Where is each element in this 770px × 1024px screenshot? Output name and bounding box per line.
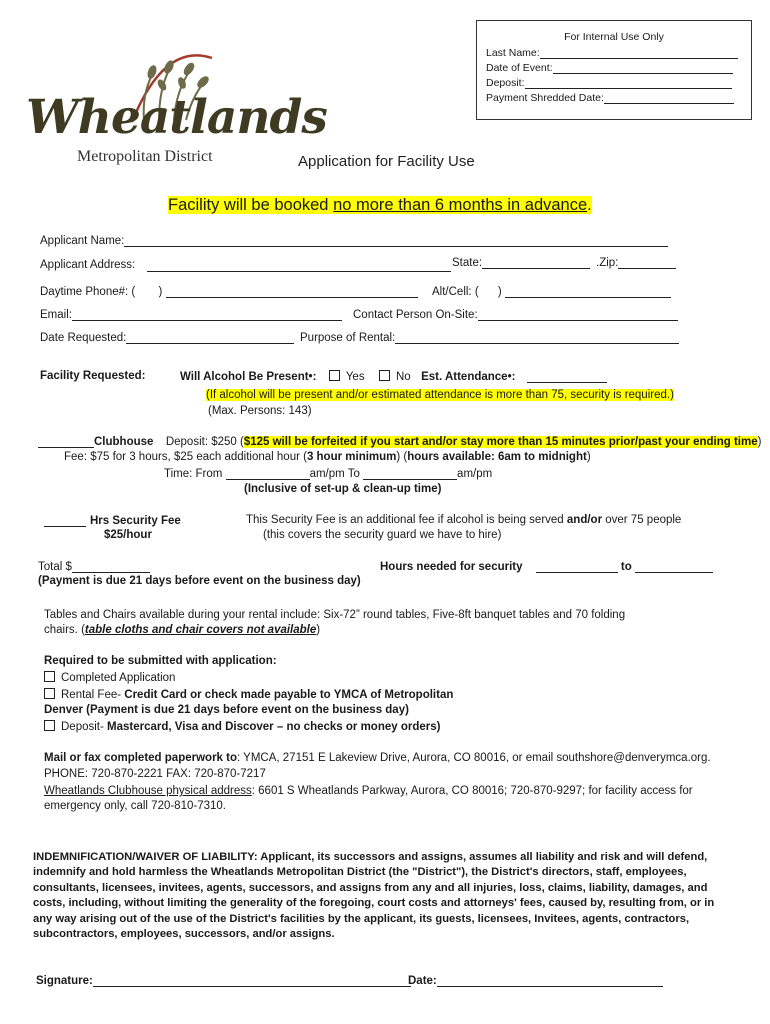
signature-date-field[interactable]: Date:	[408, 974, 663, 987]
form-title: Application for Facility Use	[298, 153, 475, 170]
time-range-field[interactable]: Time: From am/pm To am/pm	[164, 468, 493, 480]
required-completed-app: Completed Application	[44, 671, 175, 684]
internal-use-box	[476, 20, 752, 120]
clubhouse-select-input[interactable]	[38, 435, 94, 448]
applicant-name-field[interactable]: Applicant Name:	[40, 234, 668, 247]
alcohol-question: Will Alcohol Be Present•: Yes No Est. Attendance•:	[180, 370, 607, 383]
daytime-phone-field[interactable]: Daytime Phone#: ( )	[40, 285, 418, 298]
wheatlands-logo	[24, 50, 327, 168]
security-hours-field[interactable]: Hrs Security Fee	[44, 514, 181, 527]
banner-text: Facility will be booked no more than 6 months in advance.	[168, 196, 592, 214]
security-note-line2: (this covers the security guard we have to hire)	[263, 529, 502, 541]
internal-deposit[interactable]: Deposit:	[486, 76, 732, 89]
date-requested-field[interactable]: Date Requested:	[40, 331, 294, 344]
logo-wordmark: Wheatlands	[26, 90, 327, 145]
inclusive-note: (Inclusive of set-up & clean-up time)	[244, 483, 442, 495]
payment-due-note: (Payment is due 21 days before event on the business day)	[38, 575, 361, 587]
required-rental-fee-line2: Denver (Payment is due 21 days before event on the business day)	[44, 704, 409, 716]
max-persons: (Max. Persons: 143)	[208, 405, 312, 417]
alcohol-security-note: (If alcohol will be present and/or estimated attendance is more than 75, security is required.)	[206, 389, 674, 401]
security-note: This Security Fee is an additional fee if alcohol is being served and/or over 75 people	[246, 514, 682, 526]
contact-person-field[interactable]: Contact Person On-Site:	[353, 308, 678, 321]
deposit-checkbox[interactable]	[44, 720, 55, 731]
internal-last-name[interactable]: Last Name:	[486, 46, 738, 59]
clubhouse-row: Clubhouse Deposit: $250 ($125 will be forfeited if you start and/or stay more than 15 minutes prior/past your ending time)	[38, 435, 761, 448]
email-field[interactable]: Email:	[40, 308, 342, 321]
required-heading: Required to be submitted with application:	[44, 655, 277, 667]
liability-waiver: INDEMNIFICATION/WAIVER OF LIABILITY: Applicant, its successors and assigns, assumes all liability and risk and will defend, indemnify and hold harmless the Wheatlands Metropolitan District (the "District"), the District's directors, staff, employees, consultants, licensees, invitees, agents, successors, and assigns from any and all injuries, loss, claims, liability, damages, and costs, including, without limiting the generality of the foregoing, court costs and attorneys' fees, caused by, resulting from, or in any way arising out of the use of the District's facilities by the applicant, its guests, licensees, Invitees, agents, contractors, subcontractors, employees, successors, and/or assigns.	[33, 851, 715, 941]
phone-fax: PHONE: 720-870-2221 FAX: 720-870-7217	[44, 768, 266, 780]
internal-payment-shredded[interactable]: Payment Shredded Date:	[486, 91, 734, 104]
tables-chairs-line2: chairs. (table cloths and chair covers not available)	[44, 624, 321, 636]
alt-cell-field[interactable]: Alt/Cell: ( )	[432, 285, 671, 298]
rental-fee-checkbox[interactable]	[44, 688, 55, 699]
applicant-address-label: Applicant Address:	[40, 259, 136, 271]
facility-requested-label: Facility Requested:	[40, 370, 146, 382]
clubhouse-fee: Fee: $75 for 3 hours, $25 each additional hour (3 hour minimum) (hours available: 6am to midnight)	[64, 451, 591, 463]
state-field[interactable]: State:	[452, 256, 590, 269]
alcohol-yes-checkbox[interactable]	[329, 370, 340, 381]
booking-banner	[168, 196, 592, 215]
security-rate: $25/hour	[104, 529, 152, 541]
signature-field[interactable]: Signature:	[36, 974, 411, 987]
required-rental-fee: Rental Fee- Credit Card or check made payable to YMCA of Metropolitan	[44, 688, 453, 701]
mail-fax-info: Mail or fax completed paperwork to: YMCA, 27151 E Lakeview Drive, Aurora, CO 80016, or email southshore@denverymca.org.	[44, 752, 711, 764]
zip-field[interactable]: .Zip:	[596, 256, 676, 269]
total-field[interactable]: Total $	[38, 560, 150, 573]
attendance-input[interactable]	[527, 370, 607, 383]
physical-address: Wheatlands Clubhouse physical address: 6601 S Wheatlands Parkway, Aurora, CO 80016; 720-870-9297; for facility access for	[44, 785, 693, 797]
emergency-contact: emergency only, call 720-810-7310.	[44, 800, 226, 812]
alcohol-no-checkbox[interactable]	[379, 370, 390, 381]
required-deposit: Deposit- Mastercard, Visa and Discover – no checks or money orders)	[44, 720, 440, 733]
completed-app-checkbox[interactable]	[44, 671, 55, 682]
hours-needed-field[interactable]: Hours needed for security to	[380, 560, 713, 573]
tables-chairs-line1: Tables and Chairs available during your rental include: Six-72” round tables, Five-8ft banquet tables and 70 folding	[44, 609, 626, 621]
internal-use-title: For Internal Use Only	[564, 31, 664, 43]
applicant-address-input[interactable]	[147, 259, 451, 272]
internal-date-of-event[interactable]: Date of Event:	[486, 61, 733, 74]
purpose-field[interactable]: Purpose of Rental:	[300, 331, 679, 344]
logo-subtitle: Metropolitan District	[77, 148, 213, 165]
